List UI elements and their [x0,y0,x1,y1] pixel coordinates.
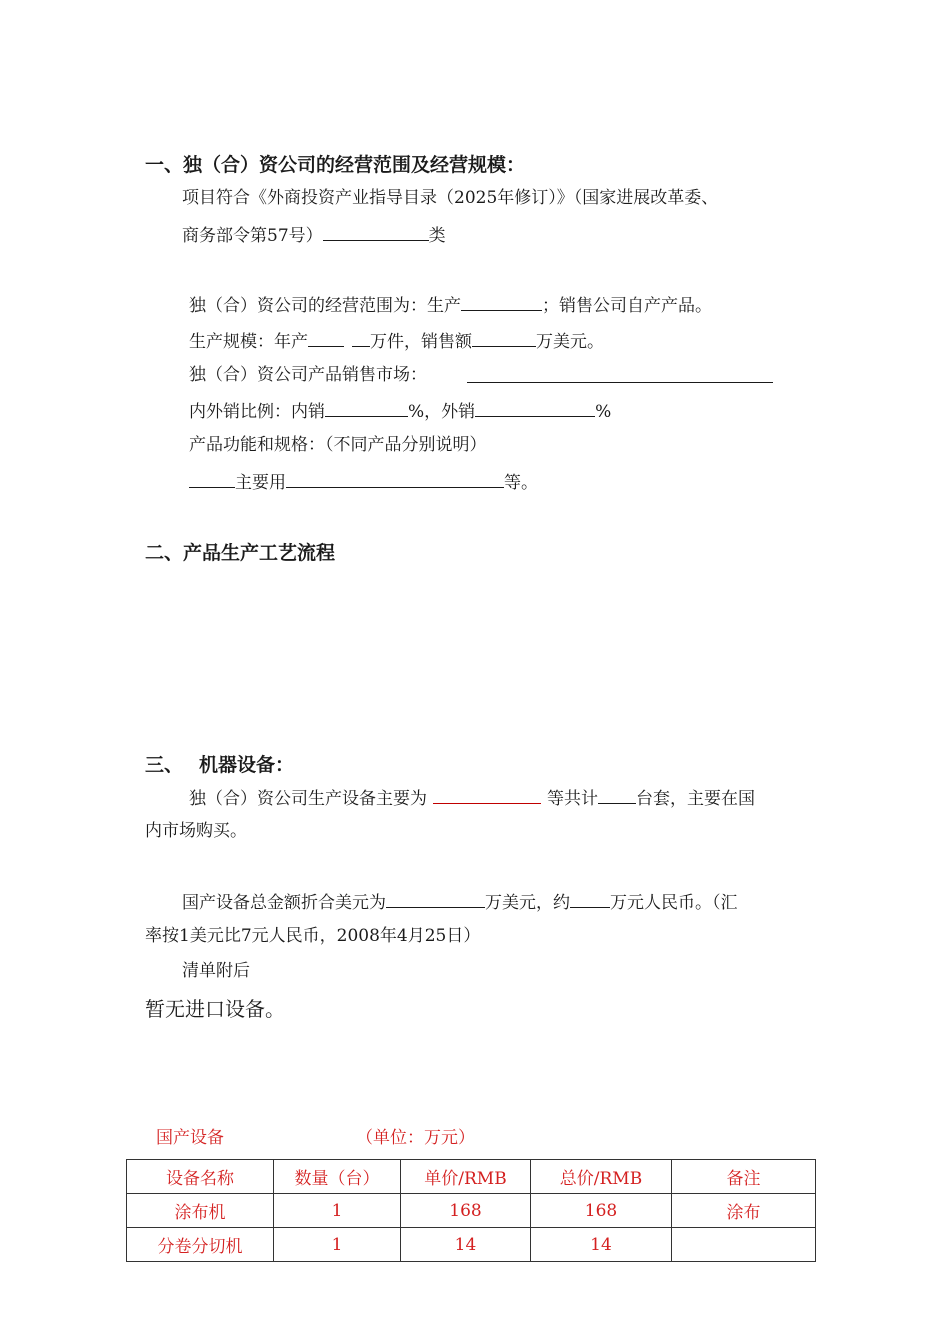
cell-remark: 涂布 [672,1194,816,1228]
scale-mid: 万件，销售额 [370,332,472,352]
total-suffix: 万元人民币。（汇 [610,893,738,913]
header-name: 设备名称 [127,1160,274,1194]
scope-line [189,293,712,317]
cell-name: 涂布机 [127,1194,274,1228]
scale-sales-blank[interactable] [472,329,536,347]
section3-heading-text: 机器设备： [199,754,295,776]
use-suffix: 等。 [504,473,538,493]
product-blank[interactable] [189,470,235,488]
equip-line [189,786,755,810]
equip-names-blank[interactable] [433,786,541,804]
use-line [189,470,538,494]
header-remark: 备注 [672,1160,816,1194]
section3-heading-num: 三、 [145,754,184,776]
function-label: 产品功能和规格：（不同产品分别说明） [189,435,487,455]
use-blank[interactable] [286,470,504,488]
total-mid: 万美元，约 [485,893,570,913]
market-blank[interactable] [467,382,773,383]
total-line [182,890,738,914]
catalog-suffix: 类 [428,226,446,246]
ratio-mid: %，外销 [408,402,476,422]
catalog-line1: 项目符合《外商投资产业指导目录（2025年修订）》（国家进展改革委、 [182,188,719,208]
catalog-prefix: 商务部令第57号） [182,226,323,246]
equip-prefix: 独（合）资公司生产设备主要为 [189,789,427,809]
scale-qty-blank-a[interactable] [308,329,344,347]
cell-qty: 1 [274,1194,401,1228]
rate-line: 率按1美元比7元人民币，2008年4月25日） [145,926,481,946]
domestic-ratio-blank[interactable] [325,399,408,417]
ratio-prefix: 内外销比例：内销 [189,402,325,422]
table-unit: （单位：万元） [356,1128,475,1148]
cell-name: 分卷分切机 [127,1228,274,1262]
cell-total-price: 168 [531,1194,672,1228]
scope-prefix: 独（合）资公司的经营范围为：生产 [189,296,461,316]
scale-line [189,329,604,353]
total-prefix: 国产设备总金额折合美元为 [182,893,386,913]
section1-heading: 一、独（合）资公司的经营范围及经营规模： [145,154,526,176]
scale-prefix: 生产规模：年产 [189,332,308,352]
cell-qty: 1 [274,1228,401,1262]
list-note: 清单附后 [182,961,250,981]
catalog-category-blank[interactable] [323,223,429,241]
equip-count-blank[interactable] [598,786,636,804]
market-label: 独（合）资公司产品销售市场： [189,365,427,385]
table-header-row [127,1160,816,1194]
header-total-price: 总价/RMB [531,1160,672,1194]
no-import-note: 暂无进口设备。 [145,997,285,1021]
equip-mid: 等共计 [547,789,598,809]
header-unit-price: 单价/RMB [401,1160,531,1194]
ratio-line [189,399,611,423]
equip-line2: 内市场购买。 [145,821,247,841]
cell-remark [672,1228,816,1262]
total-usd-blank[interactable] [386,890,485,908]
export-ratio-blank[interactable] [475,399,595,417]
equipment-table [126,1159,816,1262]
section2-heading: 二、产品生产工艺流程 [145,542,336,564]
scope-suffix: ；销售公司自产产品。 [542,296,712,316]
scope-product-blank[interactable] [461,293,542,311]
cell-unit-price: 14 [401,1228,531,1262]
catalog-line2 [182,223,446,247]
scale-qty-blank-b[interactable] [352,329,370,347]
equip-suffix: 台套，主要在国 [636,789,755,809]
scale-suffix: 万美元。 [536,332,604,352]
total-rmb-blank[interactable] [570,890,610,908]
cell-unit-price: 168 [401,1194,531,1228]
table-row [127,1194,816,1228]
table-row [127,1228,816,1262]
market-line [189,364,427,386]
header-qty: 数量（台） [274,1160,401,1194]
ratio-suffix: % [595,402,612,422]
table-caption: 国产设备 [156,1128,224,1148]
use-mid: 主要用 [235,473,286,493]
cell-total-price: 14 [531,1228,672,1262]
